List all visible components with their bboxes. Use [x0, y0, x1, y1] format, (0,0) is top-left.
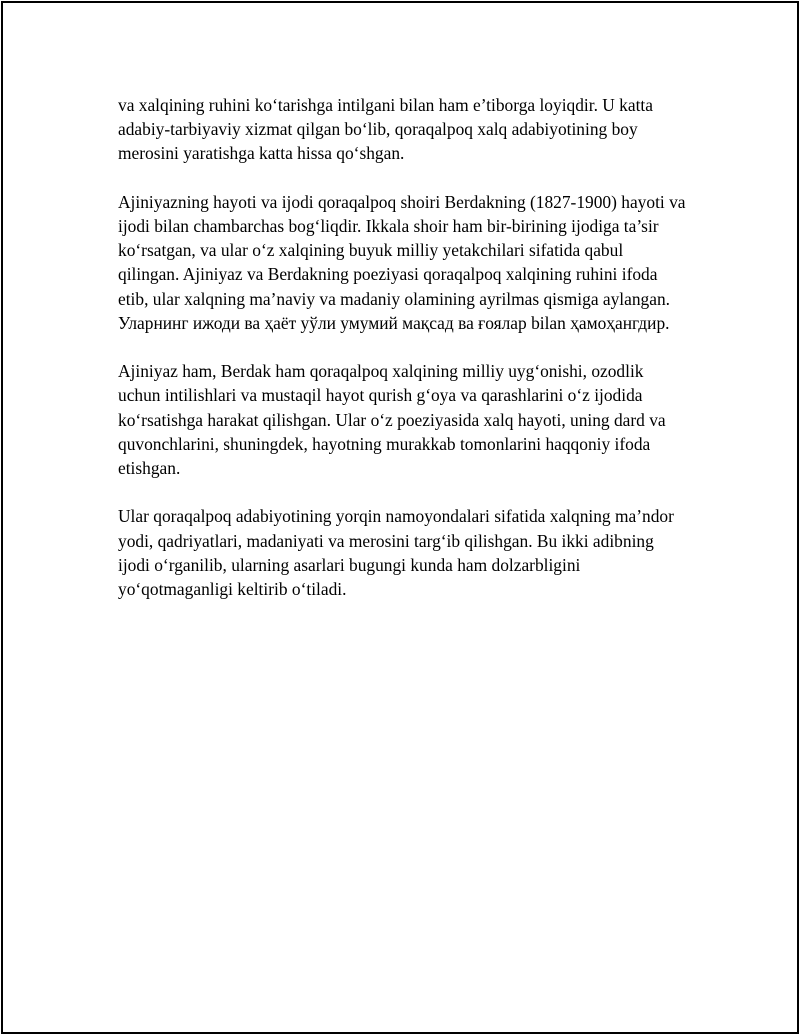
paragraph-4: Ular qoraqalpoq adabiyotining yorqin namoyondalari sifatida xalqning ma’ndor yodi, qadriyatlari, madaniyati va merosini targ‘ib qilishgan. Bu ikki adibning ijodi o‘rganilib, ularning asarlari bugungi kunda ham dolzarbligini yo‘qotmaganligi keltirib o‘tiladi.: [118, 506, 674, 600]
paragraph-2: Ajiniyazning hayoti va ijodi qoraqalpoq shoiri Berdakning (1827-1900) hayoti va ijodi bilan chambarchas bog‘liqdir. Ikkala shoir ham bir-birining ijodiga ta’sir ko‘rsatgan, va ular o‘z xalqining buyuk milliy yetakchilari sifatida qabul qilingan. Ajiniyaz va Berdakning poeziyasi qoraqalpoq xalqining ruhini ifoda etib, ular xalqning ma’naviy va madaniy olamining ayrilmas qismiga aylangan. Уларнинг ижоди ва ҳаёт уўли умумий мақсад ва ғоялар bilan ҳамоҳангдир.: [118, 191, 686, 333]
paragraph-1: va xalqining ruhini ko‘tarishga intilgani bilan ham e’tiborga loyiqdir. U katta adabiy-tarbiyaviy xizmat qilgan bo‘lib, qoraqalpoq xalq adabiyotining boy merosini yaratishga katta hissa qo‘shgan.: [118, 95, 653, 164]
document-body: [118, 93, 688, 625]
paragraph-3: Ajiniyaz ham, Berdak ham qoraqalpoq xalqining milliy uyg‘onishi, ozodlik uchun intilishlari va mustaqil hayot qurish g‘oya va qarashlarini o‘z ijodida ko‘rsatishga harakat qilishgan. Ular o‘z poeziyasida xalq hayoti, uning dard va quvonchlarini, shuningdek, hayotning murakkab tomonlarini haqqoniy ifoda etishgan.: [118, 361, 666, 479]
